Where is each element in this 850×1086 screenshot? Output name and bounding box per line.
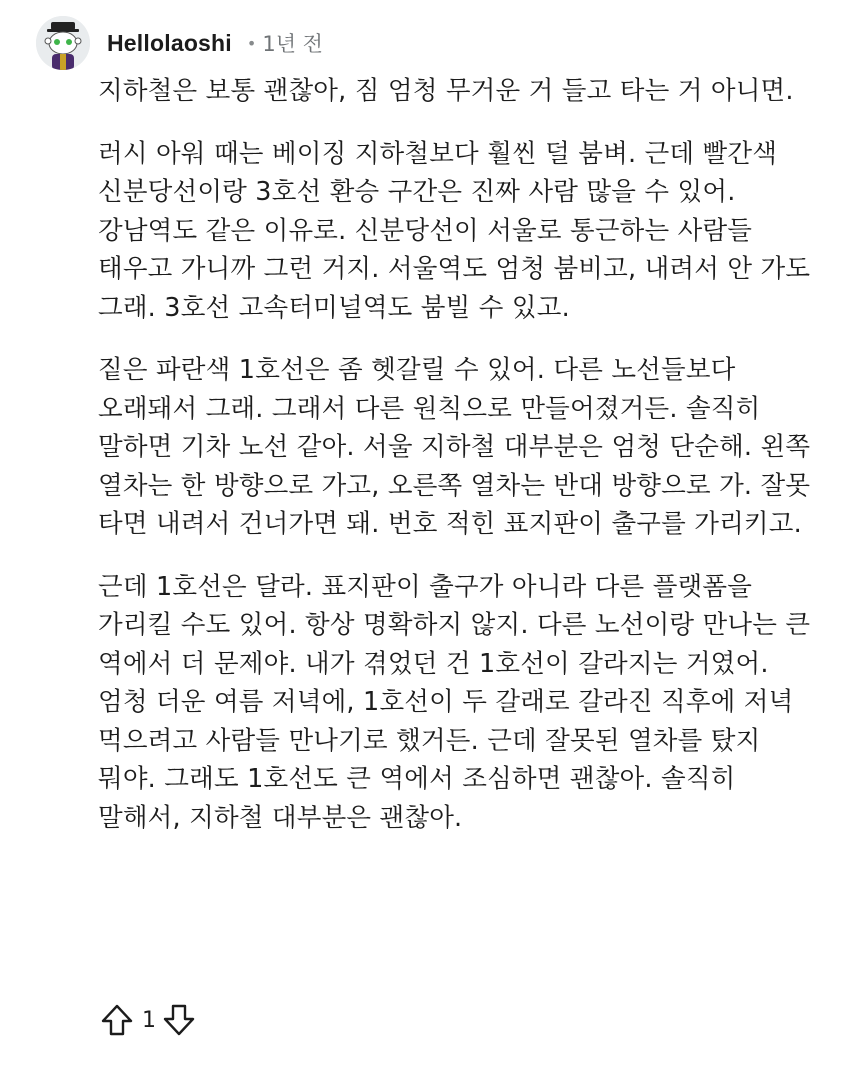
- username[interactable]: Hellolaoshi: [107, 29, 232, 56]
- downvote-button[interactable]: [160, 1001, 198, 1039]
- comment-body: [98, 72, 824, 861]
- snoo-avatar-icon: [36, 16, 90, 70]
- comment-header: [36, 14, 323, 72]
- vote-bar: [98, 1000, 198, 1040]
- avatar[interactable]: [36, 16, 90, 70]
- comment-paragraph: 지하철은 보통 괜찮아, 짐 엄청 무거운 거 들고 타는 거 아니면.: [98, 76, 794, 106]
- vote-score: 1: [142, 1007, 156, 1033]
- upvote-button[interactable]: [98, 1001, 136, 1039]
- meta-separator: •: [246, 33, 257, 53]
- comment-paragraph: 러시 아워 때는 베이징 지하철보다 훨씬 덜 붐벼. 근데 빨간색 신분당선이랑 3호선 환승 구간은 진짜 사람 많을 수 있어. 강남역도 같은 이유로. 신분당선이 서울로 통근하는 사람들 태우고 가니까 그런 거지. 서울역도 엄청 붐비고, 내려서 안 가도 그래. 3호선 고속터미널역도 붐빌 수 있고.: [98, 138, 811, 323]
- timestamp: 1년 전: [262, 32, 323, 56]
- comment-paragraph: 근데 1호선은 달라. 표지판이 출구가 아니라 다른 플랫폼을 가리킬 수도 있어. 항상 명확하지 않지. 다른 노선이랑 만나는 큰 역에서 더 문제야. 내가 겪었던 건 1호선이 갈라지는 거였어. 엄청 더운 여름 저녁에, 1호선이 두 갈래로 갈라진 직후에 저녁 먹으려고 사람들 만나기로 했거든. 근데 잘못된 열차를 탔지 뭐야. 그래도 1호선도 큰 역에서 조심하면 괜찮아. 솔직히 말해서, 지하철 대부분은 괜찮아.: [98, 571, 811, 833]
- upvote-arrow-icon: [100, 1003, 134, 1037]
- downvote-arrow-icon: [162, 1003, 196, 1037]
- comment-paragraph: 짙은 파란색 1호선은 좀 헷갈릴 수 있어. 다른 노선들보다 오래돼서 그래. 그래서 다른 원칙으로 만들어졌거든. 솔직히 말하면 기차 노선 같아. 서울 지하철 대부분은 엄청 단순해. 왼쪽 열차는 한 방향으로 가고, 오른쪽 열차는 반대 방향으로 가. 잘못 타면 내려서 건너가면 돼. 번호 적힌 표지판이 출구를 가리키고.: [98, 355, 811, 539]
